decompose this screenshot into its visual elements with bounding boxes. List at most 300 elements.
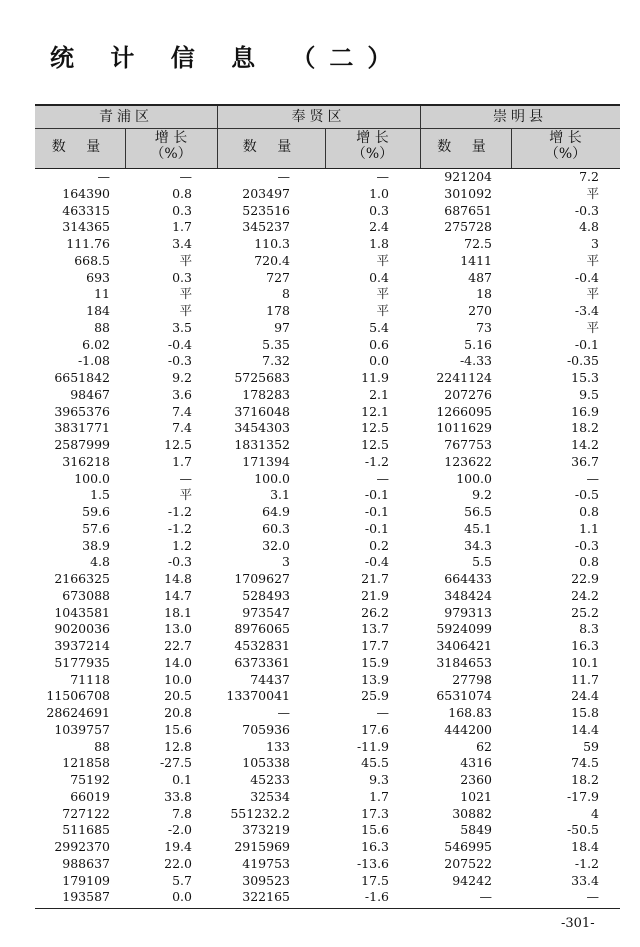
table-row [35,487,620,504]
group-header-qingpu: 青浦区 [99,109,153,125]
cell-chongming-quantity: 921204 [444,169,492,184]
table-row [35,772,620,789]
growth-header-line1: 增 长 [356,130,389,146]
cell-chongming-quantity: 45.1 [464,520,492,536]
cell-qingpu-quantity: 3965376 [54,403,110,419]
cell-chongming-growth: 4.8 [579,219,599,235]
cell-qingpu-growth: 1.7 [172,453,192,469]
cell-chongming-quantity: 6531074 [436,688,492,704]
cell-qingpu-quantity: 179109 [62,872,110,888]
cell-qingpu-growth: 33.8 [164,788,192,804]
table-row [35,655,620,672]
table-row [35,203,620,220]
cell-fengxian-quantity: 178283 [242,386,290,402]
cell-qingpu-growth: 12.5 [164,437,192,452]
cell-fengxian-quantity: 32.0 [262,537,290,553]
table-row [35,806,620,823]
cell-qingpu-growth: -0.4 [167,336,192,352]
cell-fengxian-quantity: 419753 [242,855,290,871]
table-row [35,320,620,337]
cell-fengxian-growth: 1.8 [369,236,389,251]
cell-qingpu-growth: 平 [179,286,192,302]
cell-chongming-growth: 9.5 [579,386,599,402]
cell-qingpu-growth: 0.3 [172,269,192,285]
cell-qingpu-growth: -0.3 [167,554,192,570]
cell-chongming-quantity: 34.3 [464,537,492,553]
cell-qingpu-quantity: 314365 [62,219,110,235]
cell-fengxian-quantity: 2915969 [234,839,290,854]
cell-qingpu-quantity: 1.5 [90,487,110,503]
cell-qingpu-growth: 7.8 [172,805,192,821]
cell-chongming-quantity: 2241124 [436,370,492,385]
cell-chongming-growth: -50.5 [566,822,599,838]
growth-header [511,130,620,164]
cell-qingpu-growth: 15.6 [164,721,192,737]
cell-qingpu-growth: 9.2 [172,370,192,385]
cell-qingpu-growth: 14.0 [164,654,192,670]
cell-qingpu-growth: 平 [179,252,192,268]
cell-fengxian-growth: 2.1 [369,386,389,402]
cell-chongming-quantity: 275728 [444,219,492,235]
cell-chongming-growth: -0.3 [574,202,599,218]
cell-fengxian-quantity: — [277,705,290,720]
cell-chongming-quantity: 3406421 [436,638,492,653]
cell-fengxian-quantity: 1709627 [234,571,290,586]
cell-fengxian-quantity: 528493 [242,587,290,603]
cell-fengxian-quantity: 3.1 [270,487,290,503]
cell-fengxian-quantity: 32534 [250,788,290,804]
cell-fengxian-quantity: 720.4 [254,252,290,268]
statistics-table [35,104,620,909]
cell-fengxian-growth: -11.9 [356,738,389,754]
cell-fengxian-quantity: 60.3 [262,520,290,536]
cell-chongming-growth: 10.1 [571,654,599,670]
cell-fengxian-quantity: 1831352 [234,437,290,452]
cell-fengxian-quantity: 5725683 [234,370,290,385]
cell-fengxian-growth: 13.7 [361,621,389,637]
cell-chongming-growth: 平 [586,286,599,302]
cell-fengxian-growth: -13.6 [356,855,389,871]
cell-fengxian-growth: -0.1 [364,504,389,519]
cell-qingpu-quantity: 28624691 [46,705,110,720]
cell-chongming-growth: 16.3 [571,638,599,653]
cell-chongming-quantity: 1266095 [436,403,492,419]
cell-chongming-growth: 15.3 [571,370,599,385]
cell-chongming-quantity: 168.83 [448,705,492,720]
cell-qingpu-growth: 22.7 [164,638,192,653]
cell-chongming-quantity: 207522 [444,855,492,871]
cell-fengxian-growth: 25.9 [361,688,389,704]
table-row [35,286,620,303]
table-row [35,337,620,354]
cell-fengxian-growth: 1.7 [369,788,389,804]
growth-header-line2: （%） [544,146,587,162]
cell-chongming-quantity: 1021 [460,788,492,804]
cell-chongming-growth: 11.7 [571,671,599,687]
cell-fengxian-growth: 21.9 [361,587,389,603]
cell-fengxian-growth: 45.5 [361,755,389,771]
cell-fengxian-growth: 15.6 [361,822,389,838]
table-row [35,270,620,287]
cell-fengxian-growth: 12.5 [361,437,389,452]
page-number: -301- [561,916,595,931]
table-row [35,621,620,638]
cell-qingpu-growth: 19.4 [164,839,192,854]
cell-chongming-quantity: 664433 [444,571,492,586]
cell-fengxian-growth: 17.6 [361,721,389,737]
table-row [35,889,620,906]
cell-qingpu-growth: 3.4 [172,236,192,251]
cell-qingpu-growth: 22.0 [164,855,192,871]
cell-qingpu-growth: 1.2 [172,537,192,553]
table-row [35,739,620,756]
table-row [35,638,620,655]
growth-header-line1: 增 长 [549,130,582,146]
cell-qingpu-quantity: 184 [86,303,110,318]
growth-header [325,130,420,164]
cell-qingpu-growth: 7.4 [172,420,192,436]
cell-qingpu-quantity: -1.08 [77,353,110,369]
cell-fengxian-quantity: 100.0 [254,470,290,486]
table-row [35,454,620,471]
cell-qingpu-quantity: 1039757 [54,721,110,737]
cell-qingpu-growth: 5.7 [172,872,192,888]
cell-fengxian-growth: — [376,169,389,184]
cell-qingpu-quantity: 11506708 [46,688,110,704]
cell-qingpu-quantity: 2992370 [54,839,110,854]
cell-qingpu-quantity: 1043581 [54,604,110,620]
page-title: 统 计 信 息 （二） [50,43,406,72]
cell-qingpu-growth: -2.0 [167,822,192,838]
table-row [35,839,620,856]
cell-qingpu-quantity: 98467 [70,386,110,402]
cell-chongming-growth: -1.2 [574,855,599,871]
cell-chongming-quantity: 301092 [444,185,492,201]
cell-qingpu-quantity: 6651842 [54,370,110,385]
cell-qingpu-growth: 1.7 [172,219,192,235]
cell-chongming-quantity: 687651 [444,202,492,218]
table-row [35,672,620,689]
cell-fengxian-quantity: 8976065 [234,621,290,637]
cell-fengxian-growth: 0.2 [369,537,389,553]
quantity-header: 数 量 [437,139,494,155]
cell-qingpu-quantity: — [97,169,110,184]
header-divider [35,128,620,129]
cell-qingpu-growth: 18.1 [164,604,192,620]
cell-qingpu-growth: 12.8 [164,738,192,754]
cell-chongming-quantity: 27798 [452,671,492,687]
cell-chongming-growth: 7.2 [579,169,599,184]
cell-chongming-growth: 0.8 [579,554,599,570]
cell-chongming-quantity: 444200 [444,721,492,737]
cell-qingpu-growth: — [179,169,192,184]
cell-chongming-growth: 22.9 [571,571,599,586]
cell-fengxian-quantity: 110.3 [254,236,290,251]
cell-qingpu-growth: 7.4 [172,403,192,419]
group-header-chongming: 崇明县 [493,109,547,125]
cell-qingpu-quantity: 6.02 [82,336,110,352]
cell-chongming-growth: 0.8 [579,504,599,519]
cell-qingpu-quantity: 988637 [62,855,110,871]
cell-qingpu-growth: 13.0 [164,621,192,637]
cell-chongming-growth: -17.9 [566,788,599,804]
cell-chongming-quantity: 30882 [452,805,492,821]
cell-chongming-growth: -0.1 [574,336,599,352]
cell-fengxian-quantity: 3454303 [234,420,290,436]
cell-fengxian-growth: 9.3 [369,772,389,787]
cell-fengxian-quantity: 171394 [242,453,290,469]
cell-fengxian-growth: 2.4 [369,219,389,235]
cell-qingpu-quantity: 727122 [62,805,110,821]
cell-fengxian-quantity: 309523 [242,872,290,888]
cell-qingpu-quantity: 111.76 [66,236,110,251]
cell-fengxian-growth: — [376,705,389,720]
cell-chongming-quantity: 72.5 [464,236,492,251]
table-row [35,521,620,538]
cell-chongming-quantity: 2360 [460,772,492,787]
table-row [35,538,620,555]
cell-chongming-growth: -0.35 [566,353,599,369]
cell-fengxian-quantity: 13370041 [226,688,290,704]
table-header [35,104,620,169]
cell-chongming-quantity: 979313 [444,604,492,620]
table-row [35,236,620,253]
cell-qingpu-growth: 3.5 [172,319,192,335]
cell-chongming-growth: -0.4 [574,269,599,285]
cell-chongming-growth: 16.9 [571,403,599,419]
cell-fengxian-quantity: 133 [266,738,290,754]
cell-fengxian-quantity: 727 [266,269,290,285]
table-row [35,253,620,270]
cell-qingpu-growth: 20.5 [164,688,192,704]
cell-fengxian-growth: 0.3 [369,202,389,218]
cell-chongming-quantity: 1011629 [436,420,492,436]
column-divider [420,106,421,168]
cell-fengxian-growth: 12.1 [361,403,389,419]
cell-fengxian-growth: 15.9 [361,654,389,670]
cell-chongming-growth: 14.4 [571,721,599,737]
cell-chongming-growth: 18.4 [571,839,599,854]
cell-qingpu-quantity: 59.6 [82,504,110,519]
table-row [35,588,620,605]
cell-qingpu-quantity: 164390 [62,185,110,201]
cell-fengxian-quantity: 5.35 [262,336,290,352]
cell-chongming-growth: 36.7 [571,453,599,469]
cell-qingpu-quantity: 100.0 [74,470,110,486]
cell-fengxian-quantity: 523516 [242,202,290,218]
cell-chongming-growth: 18.2 [571,420,599,436]
cell-fengxian-quantity: 4532831 [234,638,290,653]
cell-fengxian-growth: 16.3 [361,839,389,854]
cell-qingpu-growth: -27.5 [159,755,192,771]
cell-chongming-quantity: 207276 [444,386,492,402]
cell-chongming-quantity: 546995 [444,839,492,854]
cell-chongming-growth: 4 [591,805,599,821]
cell-qingpu-quantity: 9020036 [54,621,110,637]
growth-header-line2: （%） [351,146,394,162]
cell-fengxian-growth: 12.5 [361,420,389,436]
cell-fengxian-quantity: 3716048 [234,403,290,419]
cell-fengxian-growth: 17.5 [361,872,389,888]
cell-qingpu-quantity: 11 [94,286,110,302]
cell-fengxian-quantity: 45233 [250,772,290,787]
table-row [35,856,620,873]
cell-fengxian-growth: -1.6 [364,889,389,905]
table-row [35,353,620,370]
cell-chongming-growth: 1.1 [579,520,599,536]
table-row [35,722,620,739]
cell-fengxian-quantity: 97 [274,319,290,335]
cell-chongming-growth: 24.2 [571,587,599,603]
cell-qingpu-growth: 14.7 [164,587,192,603]
cell-chongming-growth: 3 [591,236,599,251]
cell-fengxian-growth: 平 [376,252,389,268]
cell-chongming-quantity: 3184653 [436,654,492,670]
cell-fengxian-growth: 0.4 [369,269,389,285]
cell-qingpu-growth: 平 [179,487,192,503]
cell-fengxian-quantity: 322165 [242,889,290,905]
cell-fengxian-quantity: 74437 [250,671,290,687]
cell-qingpu-quantity: 75192 [70,772,110,787]
table-body [35,169,620,906]
cell-chongming-growth: 平 [586,252,599,268]
cell-fengxian-quantity: — [277,169,290,184]
cell-qingpu-quantity: 88 [94,738,110,754]
cell-chongming-quantity: 9.2 [472,487,492,503]
cell-fengxian-quantity: 105338 [242,755,290,771]
cell-chongming-quantity: 5.16 [464,336,492,352]
cell-chongming-quantity: 62 [476,738,492,754]
cell-chongming-quantity: 767753 [444,437,492,452]
cell-fengxian-quantity: 705936 [242,721,290,737]
cell-qingpu-quantity: 3937214 [54,638,110,653]
table-row [35,554,620,571]
table-row [35,186,620,203]
cell-chongming-quantity: 94242 [452,872,492,888]
group-header-fengxian: 奉贤区 [291,109,346,125]
cell-chongming-quantity: 56.5 [464,504,492,519]
cell-fengxian-quantity: 6373361 [234,654,290,670]
table-row [35,370,620,387]
cell-fengxian-growth: 0.6 [369,336,389,352]
cell-qingpu-quantity: 511685 [62,822,110,838]
cell-qingpu-growth: 3.6 [172,386,192,402]
cell-chongming-quantity: 73 [476,319,492,335]
cell-chongming-quantity: 1411 [460,252,492,268]
table-row [35,219,620,236]
table-row [35,404,620,421]
cell-chongming-quantity: 18 [476,286,492,302]
table-row [35,822,620,839]
cell-qingpu-growth: 14.8 [164,571,192,586]
growth-header-line1: 增 长 [154,130,188,146]
growth-header-line2: （%） [150,146,192,162]
cell-fengxian-growth: -0.1 [364,487,389,503]
cell-chongming-quantity: 5924099 [436,621,492,637]
cell-qingpu-growth: 0.8 [172,185,192,201]
cell-fengxian-growth: 平 [376,303,389,318]
cell-qingpu-quantity: 88 [94,319,110,335]
cell-chongming-growth: — [586,889,599,905]
cell-qingpu-growth: -0.3 [167,353,192,369]
cell-qingpu-growth: 平 [179,303,192,318]
cell-chongming-growth: 18.2 [571,772,599,787]
cell-qingpu-quantity: 2166325 [54,571,110,586]
cell-qingpu-growth: 0.0 [172,889,192,905]
cell-fengxian-growth: 平 [376,286,389,302]
cell-chongming-growth: 8.3 [579,621,599,637]
cell-chongming-growth: -3.4 [574,303,599,318]
cell-fengxian-quantity: 178 [266,303,290,318]
cell-qingpu-growth: 20.8 [164,705,192,720]
cell-fengxian-growth: -0.1 [364,520,389,536]
cell-qingpu-growth: 0.3 [172,202,192,218]
cell-qingpu-quantity: 463315 [62,202,110,218]
cell-chongming-growth: -0.5 [574,487,599,503]
cell-fengxian-growth: 1.0 [369,185,389,201]
cell-fengxian-quantity: 7.32 [262,353,290,369]
cell-chongming-growth: 74.5 [571,755,599,771]
table-row [35,169,620,186]
cell-qingpu-quantity: 66019 [70,788,110,804]
cell-qingpu-quantity: 71118 [70,671,110,687]
cell-fengxian-quantity: 203497 [242,185,290,201]
cell-qingpu-growth: — [179,470,192,486]
table-row [35,688,620,705]
cell-chongming-quantity: 487 [468,269,492,285]
cell-chongming-quantity: 270 [468,303,492,318]
table-row [35,755,620,772]
cell-chongming-growth: 25.2 [571,604,599,620]
table-row [35,873,620,890]
cell-qingpu-growth: 0.1 [172,772,192,787]
cell-chongming-growth: 24.4 [571,688,599,704]
table-row [35,437,620,454]
table-row [35,605,620,622]
cell-fengxian-quantity: 551232.2 [230,805,290,821]
growth-header [125,130,217,164]
cell-chongming-growth: 14.2 [571,437,599,452]
cell-fengxian-quantity: 973547 [242,604,290,620]
cell-qingpu-quantity: 693 [86,269,110,285]
cell-chongming-growth: 平 [586,185,599,201]
cell-fengxian-growth: 26.2 [361,604,389,620]
cell-fengxian-quantity: 373219 [242,822,290,838]
cell-fengxian-growth: -1.2 [364,453,389,469]
cell-fengxian-growth: 17.7 [361,638,389,653]
cell-fengxian-growth: 13.9 [361,671,389,687]
cell-chongming-quantity: 5849 [460,822,492,838]
cell-qingpu-growth: -1.2 [167,504,192,519]
table-row [35,387,620,404]
cell-fengxian-growth: — [376,470,389,486]
cell-qingpu-growth: -1.2 [167,520,192,536]
cell-chongming-quantity: 123622 [444,453,492,469]
cell-chongming-quantity: 5.5 [472,554,492,570]
cell-qingpu-quantity: 38.9 [82,537,110,553]
cell-fengxian-growth: 21.7 [361,571,389,586]
cell-fengxian-quantity: 345237 [242,219,290,235]
table-row [35,571,620,588]
cell-chongming-growth: 平 [586,319,599,335]
table-row [35,303,620,320]
table-row [35,789,620,806]
cell-qingpu-quantity: 316218 [62,453,110,469]
table-bottom-rule [35,908,620,909]
cell-fengxian-quantity: 8 [282,286,290,302]
cell-qingpu-quantity: 673088 [62,587,110,603]
cell-qingpu-quantity: 57.6 [82,520,110,536]
